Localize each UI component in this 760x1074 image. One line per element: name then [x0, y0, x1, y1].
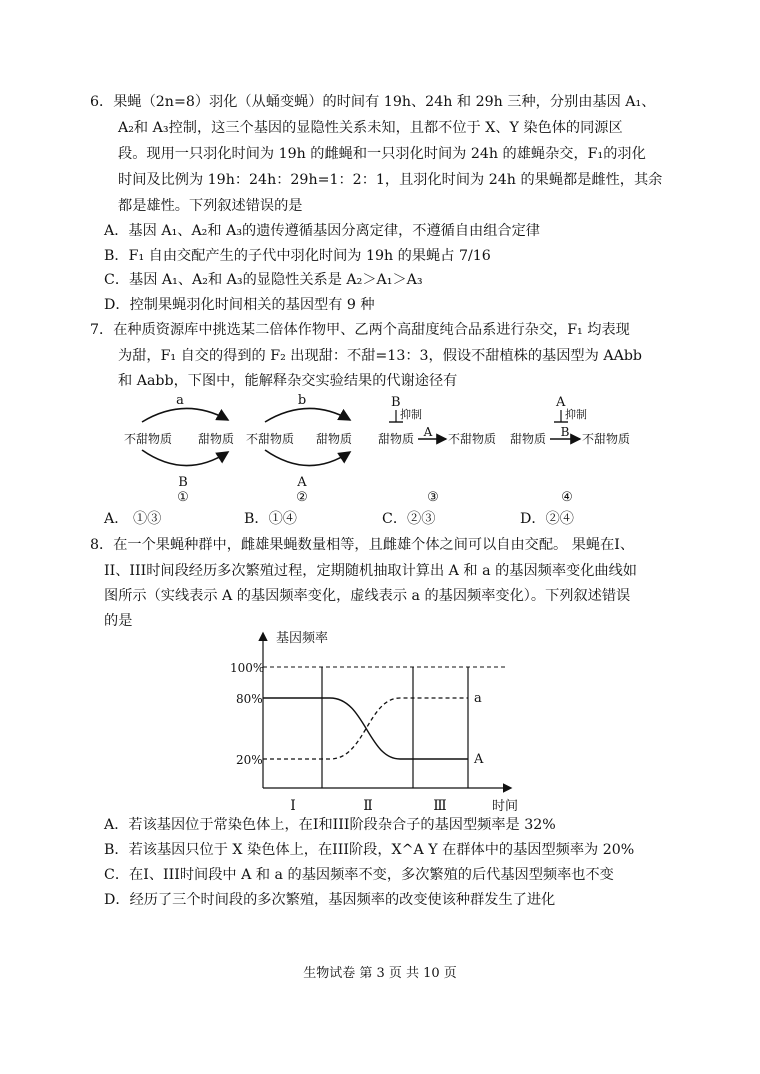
pathway-1-top-gene: a: [176, 393, 184, 408]
series-a-label: a: [474, 691, 482, 706]
pathway-1-left-substance: 不甜物质: [124, 432, 173, 446]
period-label-1: Ⅰ: [290, 798, 296, 814]
pathway-4-number: ④: [561, 490, 573, 505]
pathway-1-right-substance: 甜物质: [198, 432, 235, 446]
pathway-4: [510, 395, 630, 505]
q6-stem-line: 6．果蝇（2n=8）羽化（从蛹变蝇）的时间有 19h、24h 和 29h 三种，分别由基因 A₁、: [90, 94, 656, 110]
pathway-2-bottom-arrow: [265, 450, 350, 466]
q8-option-c: C．在I、III时间段中 A 和 a 的基因频率不变，多次繁殖的后代基因型频率也不变: [104, 867, 614, 883]
q8-option-a: A．若该基因位于常染色体上，在I和III阶段杂合子的基因型频率是 32%: [104, 817, 556, 833]
q6-stem-line: 段。现用一只羽化时间为 19h 的雌蝇和一只羽化时间为 24h 的雄蝇杂交，F₁的羽化: [118, 146, 646, 162]
metabolic-pathways-figure: [100, 388, 660, 510]
series-A-label: A: [474, 752, 484, 767]
pathway-3-inhibit-label: 抑制: [400, 408, 422, 421]
q6-stem-line: 都是雄性。下列叙述错误的是: [118, 198, 303, 214]
pathway-1-bottom-arrow: [142, 450, 228, 466]
q8-stem-line: 的是: [104, 613, 133, 629]
q7-option-a: A． ①③: [104, 511, 162, 527]
y-axis-label: 基因频率: [276, 631, 329, 646]
period-label-3: Ⅲ: [433, 798, 447, 814]
q6-stem-line: A₂和 A₃控制，这三个基因的显隐性关系未知，且都不位于 X、Y 染色体的同源区: [118, 120, 623, 136]
q7-option-b: B．①④: [244, 511, 297, 527]
pathway-4-left-substance: 甜物质: [510, 432, 547, 446]
q8-stem-line: 图所示（实线表示 A 的基因频率变化，虚线表示 a 的基因频率变化）。下列叙述错误: [104, 588, 631, 604]
q7-stem-line: 7．在种质资源库中挑选某二倍体作物甲、乙两个高甜度纯合品系进行杂交，F₁ 均表现: [90, 322, 630, 338]
pathway-3-left-substance: 甜物质: [378, 432, 415, 446]
pathway-4-inhibitor-gene: A: [556, 395, 566, 410]
y-tick-20: 20%: [236, 753, 263, 767]
pathway-2-left-substance: 不甜物质: [246, 432, 295, 446]
q6-option-b: B．F₁ 自由交配产生的子代中羽化时间为 19h 的果蝇占 7/16: [104, 248, 491, 264]
q6-option-c: C．基因 A₁、A₂和 A₃的显隐性关系是 A₂＞A₁＞A₃: [104, 272, 423, 288]
q7-stem-line: 和 Aabb，下图中，能解释杂交实验结果的代谢途径有: [118, 373, 458, 389]
pathway-3-gene: A: [423, 425, 433, 439]
page-footer: 生物试卷 第 3 页 共 10 页: [303, 966, 457, 981]
pathway-1-number: ①: [177, 490, 189, 505]
q8-option-d: D．经历了三个时间段的多次繁殖，基因频率的改变使该种群发生了进化: [104, 892, 556, 908]
pathway-3-right-substance: 不甜物质: [448, 432, 497, 446]
pathway-2-top-gene: b: [297, 393, 307, 408]
q7-option-d: D．②④: [520, 511, 574, 527]
pathway-4-right-substance: 不甜物质: [582, 432, 631, 446]
pathway-2-top-arrow: [265, 408, 350, 422]
pathway-4-inhibit-label: 抑制: [565, 408, 587, 421]
pathway-2: [246, 393, 352, 505]
series-A-line: [263, 698, 468, 759]
q6-option-a: A．基因 A₁、A₂和 A₃的遗传遵循基因分离定律，不遵循自由组合定律: [104, 223, 540, 239]
pathway-2-number: ②: [296, 490, 308, 505]
q8-option-b: B．若该基因只位于 X 染色体上，在III阶段，X^A Y 在群体中的基因型频率为 20%: [104, 842, 635, 858]
pathway-4-gene: B: [560, 425, 570, 439]
q6-stem-line: 时间及比例为 19h：24h：29h=1：2：1，且羽化时间为 24h 的果蝇都是雌性，其余: [118, 172, 663, 188]
pathway-1: [124, 393, 234, 505]
pathway-3-number: ③: [427, 490, 439, 505]
q7-option-c: C．②③: [382, 511, 436, 527]
x-axis-label: 时间: [492, 799, 519, 814]
q7-stem-line: 为甜，F₁ 自交的得到的 F₂ 出现甜：不甜=13：3，假设不甜植株的基因型为 AAbb: [118, 348, 642, 364]
gene-frequency-chart: [220, 622, 540, 814]
pathway-3-inhibitor-gene: B: [391, 395, 401, 410]
y-tick-100: 100%: [230, 661, 265, 675]
period-label-2: Ⅱ: [363, 798, 373, 814]
pathway-1-bottom-gene: B: [178, 475, 188, 490]
y-tick-80: 80%: [236, 692, 263, 706]
pathway-1-top-arrow: [142, 408, 228, 422]
q8-stem-line: 8．在一个果蝇种群中，雌雄果蝇数量相等，且雌雄个体之间可以自由交配。 果蝇在I、: [90, 537, 635, 553]
pathway-3: [378, 395, 496, 505]
pathway-2-right-substance: 甜物质: [316, 432, 353, 446]
pathway-2-bottom-gene: A: [297, 475, 307, 490]
q8-stem-line: II、III时间段经历多次繁殖过程，定期随机抽取计算出 A 和 a 的基因频率变化曲线如: [104, 563, 637, 579]
q6-option-d: D．控制果蝇羽化时间相关的基因型有 9 种: [104, 297, 375, 313]
